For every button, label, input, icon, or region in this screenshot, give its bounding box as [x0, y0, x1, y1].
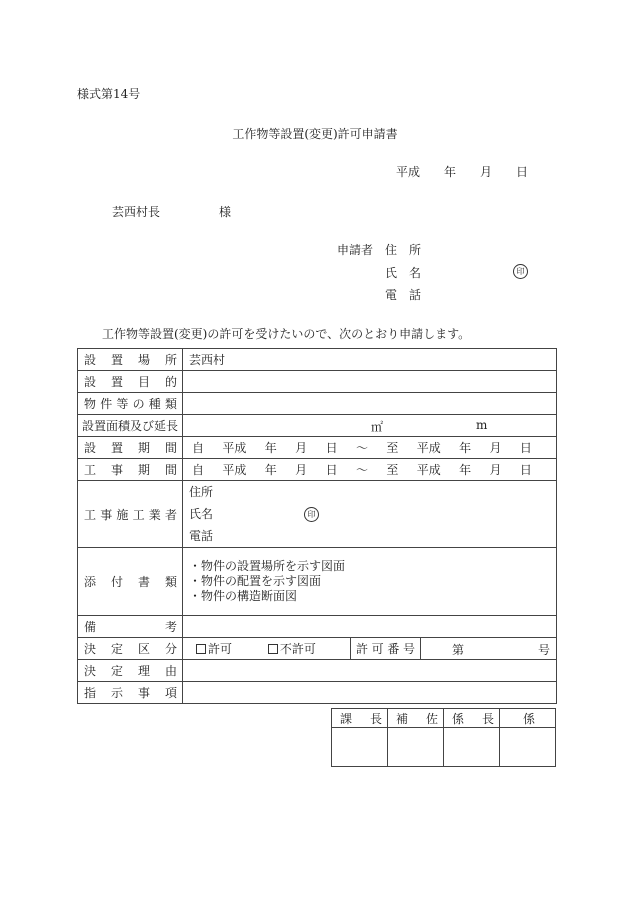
label-char: 由 — [164, 664, 177, 678]
approval-head-1 — [332, 709, 388, 728]
contractor-address-label: 住所 — [189, 485, 214, 499]
approval-stamp-table — [331, 708, 556, 767]
area-unit-sqm: ㎡ — [371, 420, 384, 434]
label-char: 添 — [84, 575, 97, 589]
label-char: 定 — [110, 642, 123, 656]
permit-checkbox[interactable] — [196, 644, 206, 654]
label-char: 目 — [137, 375, 150, 389]
location-label — [78, 349, 183, 371]
area-label: 設置面積及び延長 — [78, 415, 183, 437]
permit-number-value[interactable] — [421, 638, 557, 660]
label-char: 備 — [84, 620, 97, 634]
label-char: 間 — [164, 441, 177, 455]
number-suffix: 号 — [538, 643, 551, 657]
approval-head-4 — [500, 709, 556, 728]
period-word: 平成 — [416, 463, 441, 477]
period-word: 平成 — [222, 463, 247, 477]
applicant-name-label: 氏 名 — [385, 266, 422, 280]
date-year: 年 — [444, 165, 457, 179]
label-char: 設 — [84, 441, 97, 455]
label-char: 付 — [110, 575, 123, 589]
label-char: 所 — [164, 353, 177, 367]
row-decision — [78, 638, 557, 660]
row-work-period — [78, 459, 557, 481]
label-char: 類 — [164, 575, 177, 589]
justified-label — [78, 395, 182, 412]
date-month: 月 — [480, 165, 493, 179]
approval-stamp-box[interactable] — [388, 728, 444, 767]
label-char: 事 — [110, 463, 123, 477]
label-char: 類 — [164, 397, 177, 411]
label-char: 場 — [137, 353, 150, 367]
period-word: 日 — [519, 463, 532, 477]
period-word: ～ — [355, 441, 368, 455]
justified-label — [332, 710, 387, 727]
attachments-label — [78, 548, 183, 616]
instructions-value[interactable] — [183, 682, 557, 704]
approval-stamp-box[interactable] — [332, 728, 388, 767]
attachment-item: ・物件の設置場所を示す図面 — [189, 559, 346, 573]
permit-option[interactable]: 許可 — [196, 642, 232, 656]
row-location — [78, 349, 557, 371]
label-char: 期 — [137, 463, 150, 477]
row-contractor — [78, 481, 557, 548]
label-char: 工 — [84, 463, 97, 477]
period-word: 平成 — [222, 441, 247, 455]
remarks-label — [78, 616, 183, 638]
document-title: 工作物等設置(変更)許可申請書 — [232, 127, 398, 141]
period-word: 年 — [459, 463, 472, 477]
period-word: 平成 — [416, 441, 441, 455]
deny-option[interactable]: 不許可 — [268, 642, 316, 656]
addressee-name: 芸西村長 — [112, 205, 161, 219]
work-period-value[interactable] — [183, 459, 557, 481]
row-reason — [78, 660, 557, 682]
period-word: 年 — [264, 441, 277, 455]
approval-stamp-box[interactable] — [500, 728, 556, 767]
justified-label — [78, 351, 182, 368]
label-char: 可 — [371, 642, 384, 656]
approval-head-3 — [444, 709, 500, 728]
justified-label — [78, 461, 182, 478]
period-word: 日 — [325, 463, 338, 477]
attachment-item: ・物件の配置を示す図面 — [189, 574, 322, 588]
decision-options — [183, 638, 351, 660]
label-char: 業 — [148, 507, 161, 522]
label-char: 決 — [84, 664, 97, 678]
row-attachments — [78, 548, 557, 616]
label-char: 考 — [164, 620, 177, 634]
applicant-address-label: 住 所 — [385, 243, 422, 257]
period-word: ～ — [355, 463, 368, 477]
justified-label — [78, 618, 182, 635]
label-char: 係 — [452, 711, 465, 726]
decision-label — [78, 638, 183, 660]
label-char: 工 — [84, 507, 97, 522]
contractor-value[interactable] — [183, 481, 557, 548]
deny-checkbox[interactable] — [268, 644, 278, 654]
number-prefix: 第 — [452, 643, 465, 657]
attachment-item: ・物件の構造断面図 — [189, 589, 298, 603]
justified-label — [500, 710, 555, 727]
label-char: 的 — [164, 375, 177, 389]
justified-label — [78, 662, 182, 679]
label-char: 種 — [148, 397, 161, 411]
justified-label — [388, 710, 443, 727]
work-period-label — [78, 459, 183, 481]
label-char: 等 — [116, 397, 129, 411]
label-char: 置 — [110, 353, 123, 367]
justified-label — [78, 684, 182, 701]
period-word: 年 — [459, 441, 472, 455]
location-value[interactable]: 芸西村 — [183, 349, 557, 371]
reason-value[interactable] — [183, 660, 557, 682]
justified-label — [351, 640, 420, 657]
label-char: 設 — [84, 353, 97, 367]
contractor-phone-label: 電話 — [189, 529, 214, 543]
justified-label — [78, 573, 182, 590]
justified-label — [78, 373, 182, 390]
label-char: 分 — [164, 642, 177, 656]
label-char: 係 — [522, 711, 535, 726]
label-char: 置 — [110, 375, 123, 389]
period-word: 自 — [192, 441, 205, 455]
label-char: 号 — [402, 642, 415, 656]
attachments-list — [183, 548, 557, 616]
application-statement: 工作物等設置(変更)の許可を受けたいので、次のとおり申請します。 — [102, 327, 471, 341]
date-era: 平成 — [396, 165, 421, 179]
label-char: 長 — [481, 711, 494, 726]
label-char: 物 — [84, 397, 97, 411]
row-instructions — [78, 682, 557, 704]
instructions-label — [78, 682, 183, 704]
period-word: 自 — [192, 463, 205, 477]
period-word: 月 — [295, 463, 308, 477]
justified-label — [78, 506, 182, 523]
justified-label — [78, 439, 182, 456]
period-word: 月 — [489, 441, 502, 455]
date-day: 日 — [516, 165, 529, 179]
application-form-table — [77, 348, 557, 704]
label-char: 設 — [84, 375, 97, 389]
period-word: 年 — [264, 463, 277, 477]
label-char: 決 — [84, 642, 97, 656]
approval-head-2 — [388, 709, 444, 728]
period-word: 日 — [325, 441, 338, 455]
row-purpose — [78, 371, 557, 393]
area-value[interactable] — [183, 415, 557, 437]
purpose-label — [78, 371, 183, 393]
row-area — [78, 415, 557, 437]
label-char: 件 — [100, 397, 113, 411]
remarks-value[interactable] — [183, 616, 557, 638]
applicant-phone-label: 電 話 — [385, 288, 422, 302]
label-char: 番 — [387, 642, 400, 656]
label-char: 書 — [137, 575, 150, 589]
label-char: 区 — [137, 642, 150, 656]
label-char: の — [132, 397, 145, 411]
kind-label — [78, 393, 183, 415]
label-char: 者 — [164, 507, 177, 522]
label-char: 期 — [137, 441, 150, 455]
justified-label — [444, 710, 499, 727]
install-period-value[interactable] — [183, 437, 557, 459]
approval-stamp-box[interactable] — [444, 728, 500, 767]
length-unit-m: m — [476, 418, 488, 432]
permit-number-label — [351, 638, 421, 660]
seal-icon: 印 — [304, 507, 319, 522]
label-char: 示 — [110, 686, 123, 700]
label-char: 間 — [164, 463, 177, 477]
label-char: 置 — [110, 441, 123, 455]
row-install-period — [78, 437, 557, 459]
applicant-label: 申請者 — [337, 243, 374, 257]
period-word: 至 — [386, 441, 399, 455]
period-word: 月 — [295, 441, 308, 455]
label-char: 定 — [110, 664, 123, 678]
row-remarks — [78, 616, 557, 638]
contractor-name-label: 氏名 — [189, 507, 214, 521]
label-char: 施 — [116, 507, 129, 522]
purpose-value[interactable] — [183, 371, 557, 393]
period-word: 月 — [489, 463, 502, 477]
contractor-label — [78, 481, 183, 548]
reason-label — [78, 660, 183, 682]
period-word: 日 — [519, 441, 532, 455]
install-period-label — [78, 437, 183, 459]
label-char: 指 — [84, 686, 97, 700]
kind-value[interactable] — [183, 393, 557, 415]
justified-label — [78, 640, 182, 657]
label-char: 長 — [369, 711, 382, 726]
form-number: 様式第14号 — [77, 87, 141, 101]
period-word: 至 — [386, 463, 399, 477]
label-char: 項 — [164, 686, 177, 700]
label-char: 事 — [100, 507, 113, 522]
label-char: 課 — [340, 711, 353, 726]
label-char: 事 — [137, 686, 150, 700]
seal-icon: 印 — [513, 264, 528, 279]
label-char: 佐 — [425, 711, 438, 726]
label-char: 理 — [137, 664, 150, 678]
addressee-honorific: 様 — [219, 205, 232, 219]
label-char: 許 — [356, 642, 369, 656]
row-kind — [78, 393, 557, 415]
label-char: 工 — [132, 507, 145, 522]
label-char: 補 — [396, 711, 409, 726]
